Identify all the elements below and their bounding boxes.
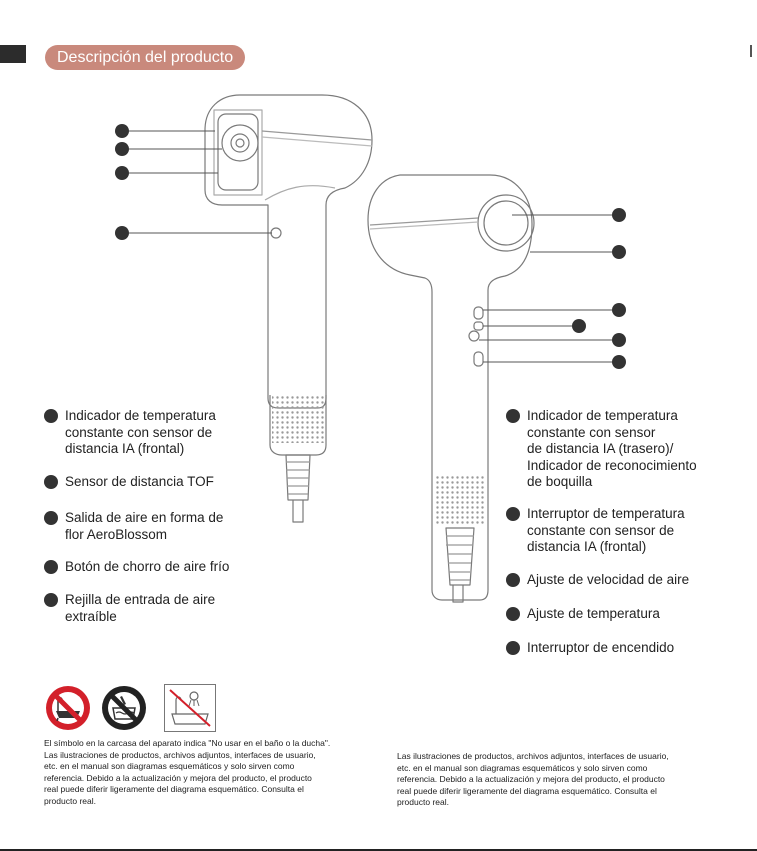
legend-label: Interruptor de temperatura constante con sensor de distancia IA (frontal) — [527, 506, 685, 554]
callouts-right — [479, 215, 612, 362]
callout-marker — [612, 333, 626, 347]
callout-marker — [612, 245, 626, 259]
legend-marker — [44, 511, 58, 525]
callout-marker — [612, 303, 626, 317]
vent-grille-front — [272, 395, 324, 443]
legend-item — [506, 572, 746, 606]
footnote-right: Las ilustraciones de productos, archivos adjuntos, interfaces de usuario, etc. en el manual son diagramas esquemáticos y solo sirven como referencia. Debido a la actualización y mejora del producto, el producto real puede diferir ligeramente del diagrama esquemático. Consulta el producto real. — [397, 751, 669, 807]
markers-left — [115, 124, 129, 240]
callout-marker — [612, 208, 626, 222]
legend-marker — [44, 475, 58, 489]
callout-marker — [572, 319, 586, 333]
legend-label: Ajuste de velocidad de aire — [527, 572, 690, 587]
page-title: Descripción del producto — [45, 45, 245, 70]
legend-item — [44, 510, 274, 559]
callout-marker — [115, 226, 129, 240]
legend-label: Sensor de distancia TOF — [65, 474, 214, 489]
legend-label: Salida de aire en forma de flor AeroBlossom — [65, 510, 224, 542]
vent-grille-back — [434, 476, 486, 526]
legend-item — [506, 408, 746, 506]
legend-marker — [506, 641, 520, 655]
callout-marker — [115, 124, 129, 138]
legend-label: Rejilla de entrada de aire extraíble — [65, 592, 216, 624]
callout-marker — [115, 166, 129, 180]
legend-marker — [44, 560, 58, 574]
markers-right — [572, 208, 626, 369]
callout-marker — [612, 355, 626, 369]
legend-item — [506, 506, 746, 572]
legend-item — [44, 408, 274, 474]
legend-label: Indicador de temperatura constante con sensor de distancia IA (frontal) — [65, 408, 216, 456]
legend-marker — [506, 507, 520, 521]
legend-marker — [506, 409, 520, 423]
legend-marker — [506, 607, 520, 621]
legend-left — [44, 408, 274, 628]
legend-item — [506, 640, 746, 660]
no-shower-bath-icon — [164, 684, 216, 732]
legend-marker — [506, 573, 520, 587]
callouts-left — [128, 131, 272, 233]
legend-right — [506, 408, 746, 660]
callout-marker — [115, 142, 129, 156]
legend-item — [44, 592, 274, 628]
legend-marker — [44, 593, 58, 607]
legend-marker — [44, 409, 58, 423]
legend-item — [506, 606, 746, 640]
legend-item — [44, 474, 274, 510]
no-wet-basin-icon — [100, 684, 148, 732]
legend-item — [44, 559, 274, 592]
legend-label: Indicador de temperatura constante con sensor de distancia IA (trasero)/ Indicador de reconocimiento de boquilla — [527, 408, 697, 489]
legend-label: Ajuste de temperatura — [527, 606, 660, 621]
footnote-left: El símbolo en la carcasa del aparato indica "No usar en el baño o la ducha". Las ilustraciones de productos, archivos adjuntos, interfaces de usuario, etc. en el manual son diagramas esquemáticos y solo sirven como referencia. Debido a la actualización y mejora del producto, el producto real puede diferir ligeramente del diagrama esquemático. Consulta el producto real. — [44, 738, 331, 806]
legend-label: Botón de chorro de aire frío — [65, 559, 230, 574]
no-bathtub-icon — [44, 684, 92, 732]
legend-label: Interruptor de encendido — [527, 640, 675, 655]
